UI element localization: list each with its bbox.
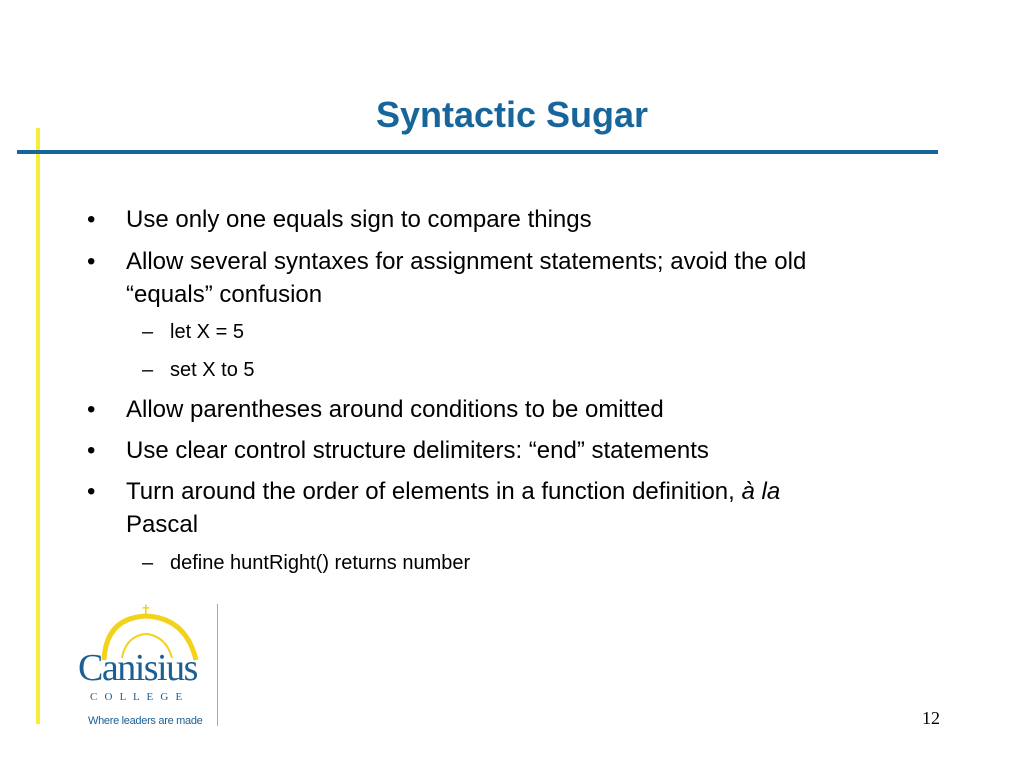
bullet-text: Use only one equals sign to compare things [126,206,592,233]
bullet-symbol: • [87,248,96,275]
bullet-item [87,475,937,541]
sub-bullet-symbol: – [142,359,154,381]
slide-title: Syntactic Sugar [375,94,649,135]
bullet-text [126,475,937,508]
bullet-symbol: • [87,478,96,505]
page-number: 12 [922,708,940,728]
cross-icon: ✝ [140,603,152,618]
sub-bullet-text: let X = 5 [170,321,244,343]
sub-bullet-symbol: – [142,552,154,574]
logo-wordmark: Canisius [78,647,197,689]
bullet-symbol: • [87,206,96,233]
sub-bullet-text: set X to 5 [170,359,255,381]
sub-bullet-text: define huntRight() returns number [170,552,471,574]
logo-tagline: Where leaders are made [88,715,203,727]
bullet-text-continued: Pascal [126,511,199,538]
logo-divider [217,604,218,726]
bullet-item [87,245,937,311]
bullet-symbol: • [87,396,96,423]
bullet-text-continued: “equals” confusion [126,281,323,308]
bullet-text: Allow parentheses around conditions to be omitted [126,396,664,423]
bullet-symbol: • [87,437,96,464]
bullet-text: Allow several syntaxes for assignment statements; avoid the old [126,248,807,275]
sub-bullet-item [142,550,470,576]
sub-bullet-symbol: – [142,321,154,343]
bullet-text: Use clear control structure delimiters: “end” statements [126,437,709,464]
logo-subtitle: C O L L E G E [90,691,185,703]
sub-bullet-item [142,319,244,345]
bullet-text-italic: à la [741,478,781,505]
college-logo-graphic [74,600,220,728]
bullet-text-plain: Turn around the order of elements in a function definition, [126,478,742,505]
sub-bullet-item [142,357,255,383]
college-logo [74,600,220,728]
bullet-item [87,393,937,426]
bullet-item [87,434,937,467]
bullet-item [87,203,937,236]
